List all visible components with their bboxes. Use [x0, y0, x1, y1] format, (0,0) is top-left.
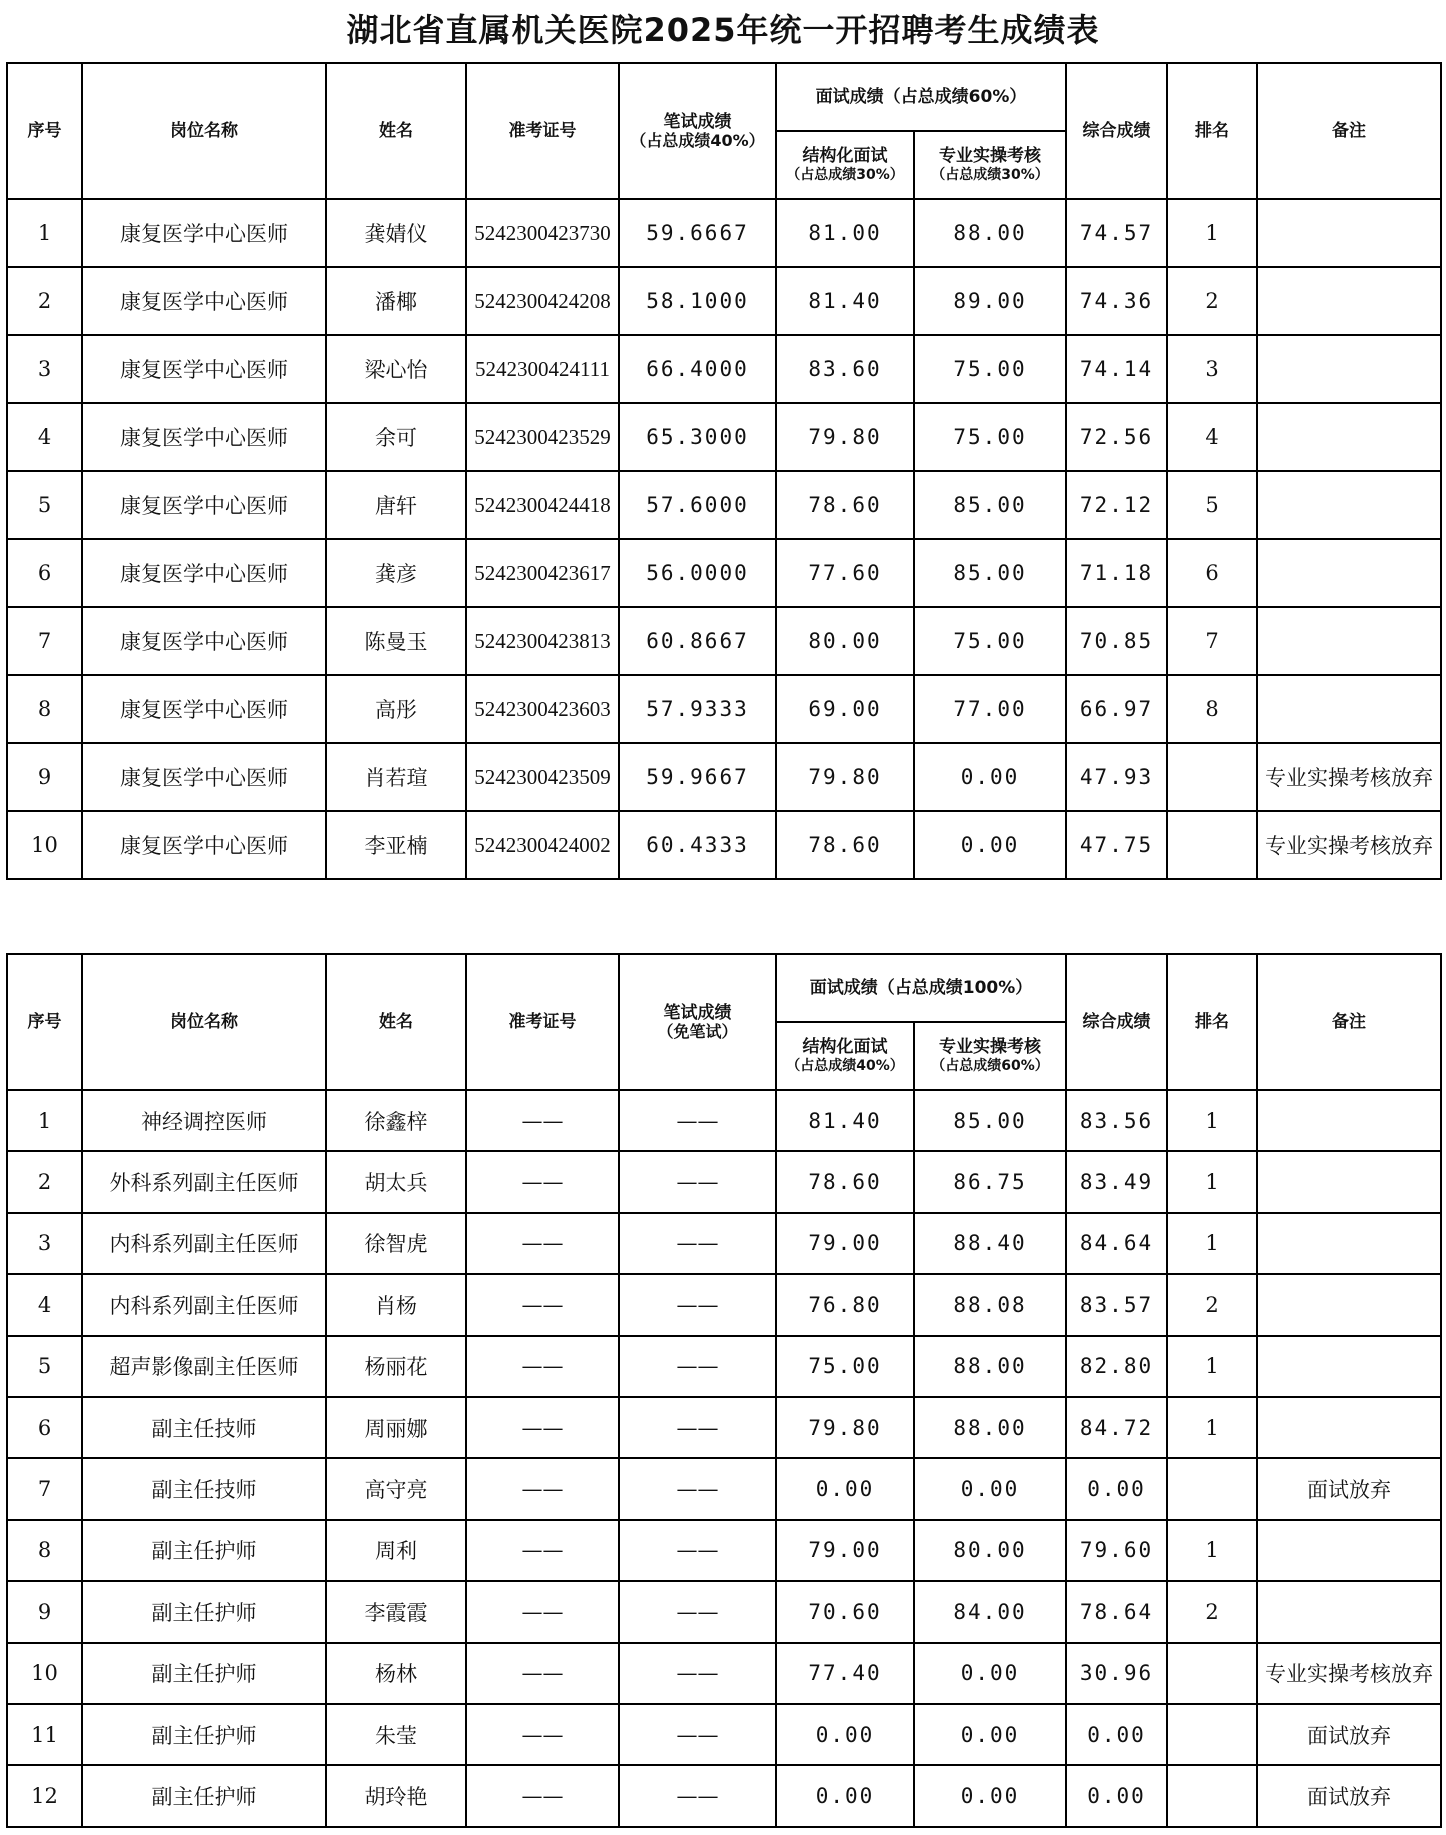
cell-total-score: 72.56: [1066, 403, 1167, 471]
cell-structured-score: 75.00: [776, 1336, 914, 1397]
cell-practical-score: 0.00: [914, 1704, 1066, 1765]
cell-ticket: ——: [466, 1213, 619, 1274]
cell-seq: 9: [7, 743, 82, 811]
cell-remark: [1257, 539, 1441, 607]
cell-structured-score: 78.60: [776, 471, 914, 539]
cell-rank: 7: [1167, 607, 1257, 675]
cell-seq: 11: [7, 1704, 82, 1765]
cell-name: 肖杨: [326, 1274, 466, 1335]
header-practical-note: （占总成绩60%）: [931, 1058, 1049, 1074]
cell-structured-score: 70.60: [776, 1581, 914, 1642]
cell-remark: [1257, 1397, 1441, 1458]
cell-written-score: ——: [619, 1765, 776, 1826]
cell-seq: 8: [7, 675, 82, 743]
cell-name: 梁心怡: [326, 335, 466, 403]
cell-position: 内科系列副主任医师: [82, 1213, 326, 1274]
cell-remark: [1257, 1336, 1441, 1397]
cell-practical-score: 85.00: [914, 539, 1066, 607]
cell-position: 副主任护师: [82, 1581, 326, 1642]
cell-remark: [1257, 1520, 1441, 1581]
cell-ticket: ——: [466, 1520, 619, 1581]
cell-written-score: ——: [619, 1397, 776, 1458]
header-rank: 排名: [1167, 63, 1257, 199]
cell-written-score: 56.0000: [619, 539, 776, 607]
header-structured: [776, 131, 914, 199]
cell-seq: 9: [7, 1581, 82, 1642]
cell-written-score: 60.4333: [619, 811, 776, 879]
table-row: [7, 1397, 1441, 1458]
cell-total-score: 30.96: [1066, 1643, 1167, 1704]
header-written: [619, 63, 776, 199]
cell-rank: [1167, 811, 1257, 879]
cell-name: 周丽娜: [326, 1397, 466, 1458]
score-table-rehab: [6, 62, 1442, 880]
table-row: [7, 1274, 1441, 1335]
header-remark: 备注: [1257, 63, 1441, 199]
cell-practical-score: 75.00: [914, 403, 1066, 471]
cell-ticket: ——: [466, 1643, 619, 1704]
cell-total-score: 72.12: [1066, 471, 1167, 539]
cell-position: 外科系列副主任医师: [82, 1151, 326, 1212]
cell-total-score: 47.93: [1066, 743, 1167, 811]
cell-ticket: 5242300423529: [466, 403, 619, 471]
header-structured-note: （占总成绩40%）: [786, 1058, 904, 1074]
cell-rank: 6: [1167, 539, 1257, 607]
cell-written-score: 59.6667: [619, 199, 776, 267]
cell-structured-score: 79.00: [776, 1520, 914, 1581]
cell-seq: 3: [7, 335, 82, 403]
cell-structured-score: 79.80: [776, 1397, 914, 1458]
cell-total-score: 70.85: [1066, 607, 1167, 675]
cell-structured-score: 78.60: [776, 1151, 914, 1212]
table-row: [7, 1765, 1441, 1826]
cell-structured-score: 83.60: [776, 335, 914, 403]
cell-name: 高守亮: [326, 1458, 466, 1519]
cell-practical-score: 77.00: [914, 675, 1066, 743]
cell-practical-score: 75.00: [914, 335, 1066, 403]
cell-remark: [1257, 675, 1441, 743]
cell-position: 康复医学中心医师: [82, 539, 326, 607]
cell-rank: 1: [1167, 1397, 1257, 1458]
cell-rank: 2: [1167, 1274, 1257, 1335]
cell-structured-score: 77.60: [776, 539, 914, 607]
cell-rank: 5: [1167, 471, 1257, 539]
cell-ticket: 5242300423617: [466, 539, 619, 607]
cell-seq: 6: [7, 1397, 82, 1458]
cell-total-score: 84.64: [1066, 1213, 1167, 1274]
cell-ticket: 5242300423813: [466, 607, 619, 675]
cell-remark: [1257, 1213, 1441, 1274]
cell-seq: 8: [7, 1520, 82, 1581]
cell-position: 康复医学中心医师: [82, 811, 326, 879]
cell-ticket: 5242300423603: [466, 675, 619, 743]
cell-name: 高彤: [326, 675, 466, 743]
header-total: 综合成绩: [1066, 63, 1167, 199]
header-position: 岗位名称: [82, 954, 326, 1090]
cell-structured-score: 79.80: [776, 403, 914, 471]
cell-rank: 4: [1167, 403, 1257, 471]
cell-written-score: ——: [619, 1520, 776, 1581]
cell-remark: [1257, 471, 1441, 539]
cell-seq: 7: [7, 607, 82, 675]
cell-rank: 2: [1167, 1581, 1257, 1642]
cell-practical-score: 84.00: [914, 1581, 1066, 1642]
cell-ticket: ——: [466, 1090, 619, 1151]
cell-written-score: ——: [619, 1643, 776, 1704]
cell-total-score: 83.56: [1066, 1090, 1167, 1151]
cell-seq: 2: [7, 267, 82, 335]
cell-name: 陈曼玉: [326, 607, 466, 675]
cell-name: 胡太兵: [326, 1151, 466, 1212]
table-row: [7, 1213, 1441, 1274]
table-row: [7, 1643, 1441, 1704]
table-row: [7, 1704, 1441, 1765]
cell-ticket: 5242300423509: [466, 743, 619, 811]
cell-rank: 1: [1167, 1336, 1257, 1397]
header-structured: [776, 1022, 914, 1090]
cell-seq: 3: [7, 1213, 82, 1274]
cell-structured-score: 0.00: [776, 1704, 914, 1765]
cell-practical-score: 80.00: [914, 1520, 1066, 1581]
cell-written-score: 65.3000: [619, 403, 776, 471]
cell-name: 杨林: [326, 1643, 466, 1704]
cell-seq: 4: [7, 1274, 82, 1335]
cell-structured-score: 79.00: [776, 1213, 914, 1274]
score-table-senior: [6, 953, 1442, 1828]
cell-remark: 面试放弃: [1257, 1765, 1441, 1826]
table-row: [7, 1458, 1441, 1519]
cell-position: 副主任护师: [82, 1704, 326, 1765]
header-ticket: 准考证号: [466, 63, 619, 199]
cell-seq: 7: [7, 1458, 82, 1519]
table-row: [7, 199, 1441, 267]
cell-total-score: 74.57: [1066, 199, 1167, 267]
header-written-label: 笔试成绩: [663, 1003, 732, 1023]
cell-ticket: ——: [466, 1397, 619, 1458]
cell-practical-score: 0.00: [914, 743, 1066, 811]
cell-written-score: 57.6000: [619, 471, 776, 539]
header-ticket: 准考证号: [466, 954, 619, 1090]
cell-structured-score: 0.00: [776, 1458, 914, 1519]
cell-remark: [1257, 607, 1441, 675]
cell-written-score: ——: [619, 1274, 776, 1335]
cell-position: 康复医学中心医师: [82, 335, 326, 403]
cell-practical-score: 0.00: [914, 1643, 1066, 1704]
cell-written-score: ——: [619, 1704, 776, 1765]
cell-ticket: ——: [466, 1765, 619, 1826]
cell-ticket: 5242300424418: [466, 471, 619, 539]
cell-position: 康复医学中心医师: [82, 607, 326, 675]
cell-position: 神经调控医师: [82, 1090, 326, 1151]
cell-total-score: 74.36: [1066, 267, 1167, 335]
cell-total-score: 0.00: [1066, 1458, 1167, 1519]
table-row: [7, 267, 1441, 335]
rehab-rows: [7, 199, 1441, 879]
header-structured-label: 结构化面试: [802, 146, 888, 166]
cell-practical-score: 85.00: [914, 471, 1066, 539]
table-row: [7, 1520, 1441, 1581]
cell-remark: 专业实操考核放弃: [1257, 743, 1441, 811]
table-row: [7, 675, 1441, 743]
cell-total-score: 78.64: [1066, 1581, 1167, 1642]
cell-rank: [1167, 1765, 1257, 1826]
cell-seq: 1: [7, 199, 82, 267]
cell-rank: 1: [1167, 1151, 1257, 1212]
cell-name: 李霞霞: [326, 1581, 466, 1642]
table-row: [7, 1336, 1441, 1397]
senior-rows: [7, 1090, 1441, 1827]
cell-remark: [1257, 1581, 1441, 1642]
cell-structured-score: 0.00: [776, 1765, 914, 1826]
cell-name: 周利: [326, 1520, 466, 1581]
header-structured-label: 结构化面试: [802, 1037, 888, 1057]
cell-rank: 1: [1167, 1213, 1257, 1274]
page-title: 湖北省直属机关医院2025年统一开招聘考生成绩表: [346, 11, 1100, 49]
header-written: [619, 954, 776, 1090]
cell-rank: 8: [1167, 675, 1257, 743]
cell-seq: 1: [7, 1090, 82, 1151]
cell-total-score: 82.80: [1066, 1336, 1167, 1397]
cell-written-score: 58.1000: [619, 267, 776, 335]
header-practical-note: （占总成绩30%）: [931, 167, 1049, 183]
cell-written-score: ——: [619, 1458, 776, 1519]
cell-total-score: 74.14: [1066, 335, 1167, 403]
cell-remark: [1257, 1090, 1441, 1151]
cell-written-score: ——: [619, 1336, 776, 1397]
cell-written-score: 59.9667: [619, 743, 776, 811]
cell-name: 龚婧仪: [326, 199, 466, 267]
cell-practical-score: 88.00: [914, 1397, 1066, 1458]
cell-ticket: 5242300424111: [466, 335, 619, 403]
cell-structured-score: 80.00: [776, 607, 914, 675]
cell-rank: 1: [1167, 199, 1257, 267]
cell-total-score: 83.57: [1066, 1274, 1167, 1335]
cell-remark: 专业实操考核放弃: [1257, 811, 1441, 879]
cell-seq: 2: [7, 1151, 82, 1212]
cell-structured-score: 76.80: [776, 1274, 914, 1335]
cell-written-score: ——: [619, 1090, 776, 1151]
cell-seq: 10: [7, 811, 82, 879]
cell-name: 龚彦: [326, 539, 466, 607]
table-row: [7, 811, 1441, 879]
table-row: [7, 607, 1441, 675]
cell-position: 康复医学中心医师: [82, 743, 326, 811]
cell-name: 潘椰: [326, 267, 466, 335]
cell-position: 副主任护师: [82, 1765, 326, 1826]
cell-rank: [1167, 1643, 1257, 1704]
cell-structured-score: 78.60: [776, 811, 914, 879]
cell-seq: 10: [7, 1643, 82, 1704]
cell-structured-score: 81.40: [776, 1090, 914, 1151]
cell-name: 余可: [326, 403, 466, 471]
cell-practical-score: 86.75: [914, 1151, 1066, 1212]
cell-position: 康复医学中心医师: [82, 403, 326, 471]
cell-ticket: ——: [466, 1151, 619, 1212]
header-practical-label: 专业实操考核: [939, 146, 1041, 166]
cell-ticket: ——: [466, 1458, 619, 1519]
cell-structured-score: 77.40: [776, 1643, 914, 1704]
cell-rank: [1167, 1704, 1257, 1765]
cell-structured-score: 79.80: [776, 743, 914, 811]
cell-ticket: ——: [466, 1336, 619, 1397]
cell-remark: 面试放弃: [1257, 1458, 1441, 1519]
cell-remark: [1257, 1151, 1441, 1212]
cell-total-score: 79.60: [1066, 1520, 1167, 1581]
cell-name: 唐轩: [326, 471, 466, 539]
cell-name: 朱莹: [326, 1704, 466, 1765]
cell-rank: 1: [1167, 1520, 1257, 1581]
cell-written-score: 60.8667: [619, 607, 776, 675]
cell-remark: 面试放弃: [1257, 1704, 1441, 1765]
cell-structured-score: 81.00: [776, 199, 914, 267]
cell-position: 内科系列副主任医师: [82, 1274, 326, 1335]
header-total: 综合成绩: [1066, 954, 1167, 1090]
cell-written-score: 57.9333: [619, 675, 776, 743]
header-written-note: （免笔试）: [657, 1022, 738, 1041]
cell-seq: 6: [7, 539, 82, 607]
cell-position: 康复医学中心医师: [82, 675, 326, 743]
cell-rank: 1: [1167, 1090, 1257, 1151]
table-row: [7, 1090, 1441, 1151]
cell-name: 徐智虎: [326, 1213, 466, 1274]
cell-total-score: 66.97: [1066, 675, 1167, 743]
cell-remark: 专业实操考核放弃: [1257, 1643, 1441, 1704]
cell-position: 康复医学中心医师: [82, 267, 326, 335]
cell-remark: [1257, 1274, 1441, 1335]
cell-name: 杨丽花: [326, 1336, 466, 1397]
cell-name: 肖若瑄: [326, 743, 466, 811]
cell-rank: [1167, 1458, 1257, 1519]
cell-name: 胡玲艳: [326, 1765, 466, 1826]
cell-ticket: 5242300423730: [466, 199, 619, 267]
cell-ticket: ——: [466, 1581, 619, 1642]
header-written-label: 笔试成绩: [663, 112, 732, 132]
cell-practical-score: 89.00: [914, 267, 1066, 335]
table-row: [7, 539, 1441, 607]
header-interview: 面试成绩（占总成绩100%）: [776, 954, 1066, 1022]
cell-total-score: 84.72: [1066, 1397, 1167, 1458]
cell-written-score: ——: [619, 1151, 776, 1212]
cell-structured-score: 69.00: [776, 675, 914, 743]
cell-practical-score: 0.00: [914, 1458, 1066, 1519]
cell-practical-score: 88.08: [914, 1274, 1066, 1335]
cell-total-score: 0.00: [1066, 1765, 1167, 1826]
header-name: 姓名: [326, 954, 466, 1090]
table-row: [7, 471, 1441, 539]
cell-remark: [1257, 199, 1441, 267]
cell-seq: 5: [7, 471, 82, 539]
cell-practical-score: 88.00: [914, 199, 1066, 267]
cell-structured-score: 81.40: [776, 267, 914, 335]
cell-total-score: 83.49: [1066, 1151, 1167, 1212]
cell-total-score: 47.75: [1066, 811, 1167, 879]
cell-practical-score: 75.00: [914, 607, 1066, 675]
cell-ticket: ——: [466, 1274, 619, 1335]
header-practical: [914, 131, 1066, 199]
cell-seq: 5: [7, 1336, 82, 1397]
cell-total-score: 0.00: [1066, 1704, 1167, 1765]
cell-seq: 12: [7, 1765, 82, 1826]
cell-remark: [1257, 335, 1441, 403]
header-rank: 排名: [1167, 954, 1257, 1090]
table-row: [7, 335, 1441, 403]
header-practical-label: 专业实操考核: [939, 1037, 1041, 1057]
cell-practical-score: 88.40: [914, 1213, 1066, 1274]
table-row: [7, 403, 1441, 471]
header-structured-note: （占总成绩30%）: [786, 167, 904, 183]
cell-position: 康复医学中心医师: [82, 199, 326, 267]
cell-ticket: 5242300424002: [466, 811, 619, 879]
cell-practical-score: 0.00: [914, 811, 1066, 879]
cell-total-score: 71.18: [1066, 539, 1167, 607]
cell-position: 副主任技师: [82, 1458, 326, 1519]
cell-position: 康复医学中心医师: [82, 471, 326, 539]
cell-remark: [1257, 267, 1441, 335]
cell-position: 副主任护师: [82, 1520, 326, 1581]
cell-written-score: ——: [619, 1213, 776, 1274]
cell-position: 超声影像副主任医师: [82, 1336, 326, 1397]
header-written-note: （占总成绩40%）: [630, 131, 765, 150]
cell-ticket: 5242300424208: [466, 267, 619, 335]
cell-written-score: ——: [619, 1581, 776, 1642]
cell-position: 副主任技师: [82, 1397, 326, 1458]
cell-rank: 3: [1167, 335, 1257, 403]
header-remark: 备注: [1257, 954, 1441, 1090]
cell-rank: [1167, 743, 1257, 811]
cell-rank: 2: [1167, 267, 1257, 335]
header-seq: 序号: [7, 954, 82, 1090]
table-row: [7, 743, 1441, 811]
cell-name: 徐鑫梓: [326, 1090, 466, 1151]
cell-seq: 4: [7, 403, 82, 471]
cell-remark: [1257, 403, 1441, 471]
cell-practical-score: 88.00: [914, 1336, 1066, 1397]
cell-practical-score: 85.00: [914, 1090, 1066, 1151]
header-seq: 序号: [7, 63, 82, 199]
header-name: 姓名: [326, 63, 466, 199]
cell-ticket: ——: [466, 1704, 619, 1765]
cell-name: 李亚楠: [326, 811, 466, 879]
header-practical: [914, 1022, 1066, 1090]
cell-practical-score: 0.00: [914, 1765, 1066, 1826]
cell-written-score: 66.4000: [619, 335, 776, 403]
table-row: [7, 1581, 1441, 1642]
table-row: [7, 1151, 1441, 1212]
cell-position: 副主任护师: [82, 1643, 326, 1704]
header-interview: 面试成绩（占总成绩60%）: [776, 63, 1066, 131]
header-position: 岗位名称: [82, 63, 326, 199]
